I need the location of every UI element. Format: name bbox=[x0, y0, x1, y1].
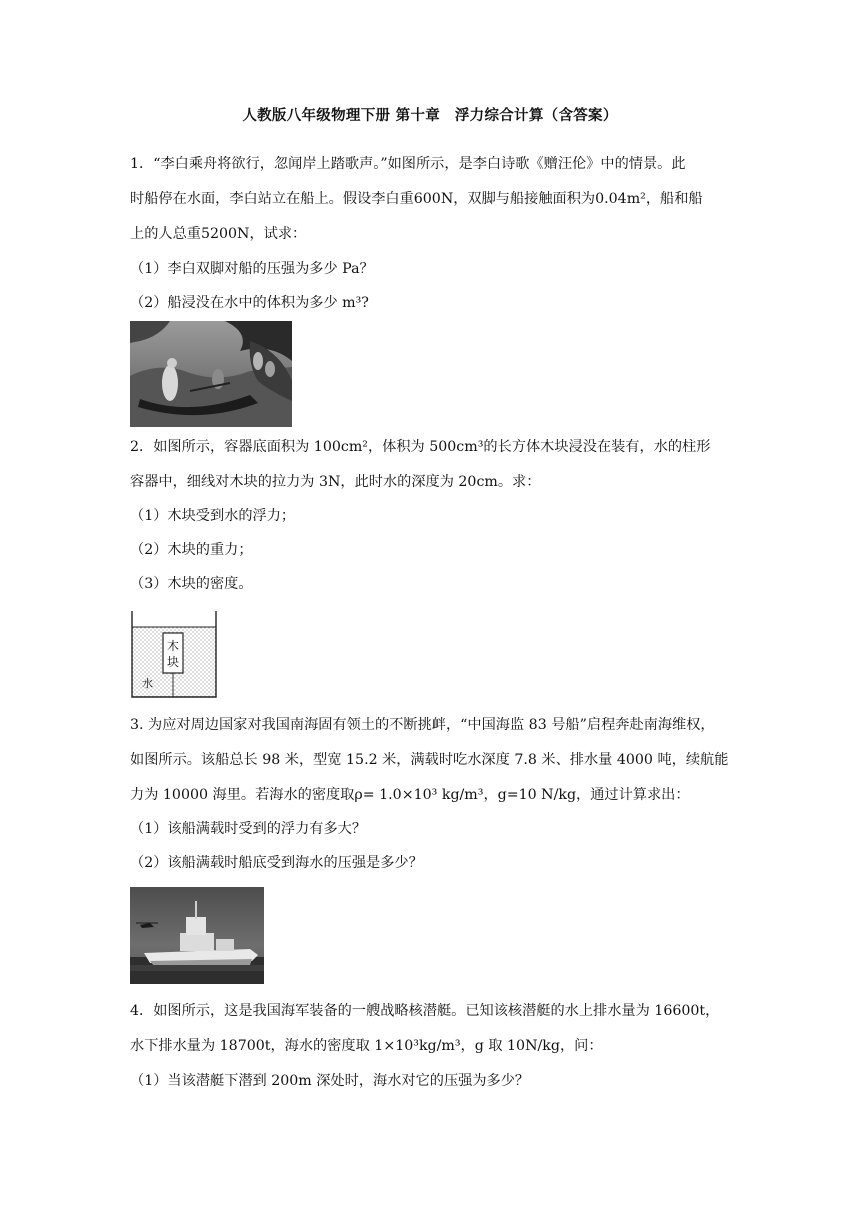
q2-text-line-2: 容器中，细线对木块的拉力为 3N，此时水的深度为 20cm。求： bbox=[130, 474, 541, 490]
container-diagram bbox=[130, 609, 218, 699]
q2-subquestion-1: （1）木块受到水的浮力； bbox=[130, 508, 296, 524]
page-title: 人教版八年级物理下册 第十章 浮力综合计算（含答案） bbox=[242, 107, 618, 124]
q4-text-line-2: 水下排水量为 18700t，海水的密度取 1×10³kg/m³，g 取 10N/kg，问： bbox=[130, 1038, 603, 1054]
q3-text-line-3: 力为 10000 海里。若海水的密度取ρ= 1.0×10³ kg/m³，g=10 N/kg，通过计算求出： bbox=[130, 787, 690, 803]
q2-subquestion-3: （3）木块的密度。 bbox=[130, 576, 253, 592]
li-bai-boat-painting bbox=[130, 321, 292, 427]
q1-subquestion-2: （2）船浸没在水中的体积为多少 m³? bbox=[130, 295, 369, 311]
q3-text-line-2: 如图所示。该船总长 98 米，型宽 15.2 米，满载时吃水深度 7.8 米、排水量 4000 吨，续航能 bbox=[130, 752, 729, 768]
block-label-1: 木 bbox=[166, 639, 180, 653]
q3-text-line-1: 3. 为应对周边国家对我国南海固有领土的不断挑衅，“中国海监 83 号船”启程奔赴南海维权， bbox=[130, 717, 715, 733]
q1-subquestion-1: （1）李白双脚对船的压强为多少 Pa？ bbox=[130, 261, 374, 277]
q1-text-line-2: 时船停在水面，李白站立在船上。假设李白重600N，双脚与船接触面积为0.04m²，船和船 bbox=[130, 191, 703, 207]
haijian-83-ship-photo bbox=[130, 887, 264, 984]
q4-subquestion-1: （1）当该潜艇下潜到 200m 深处时，海水对它的压强为多少？ bbox=[130, 1073, 530, 1089]
q3-subquestion-1: （1）该船满载时受到的浮力有多大？ bbox=[130, 821, 367, 837]
q1-text-line-1: 1．“李白乘舟将欲行，忽闻岸上踏歌声。”如图所示，是李白诗歌《赠汪伦》中的情景。此 bbox=[130, 156, 686, 172]
q3-subquestion-2: （2）该船满载时船底受到海水的压强是多少？ bbox=[130, 855, 423, 871]
q2-subquestion-2: （2）木块的重力； bbox=[130, 542, 253, 558]
q4-text-line-1: 4．如图所示，这是我国海军装备的一艘战略核潜艇。已知该核潜艇的水上排水量为 16600t， bbox=[130, 1003, 720, 1019]
water-label: 水 bbox=[142, 677, 153, 690]
q2-text-line-1: 2．如图所示，容器底面积为 100cm²，体积为 500cm³的长方体木块浸没在装有，水的柱形 bbox=[130, 439, 711, 455]
q1-text-line-3: 上的人总重5200N，试求： bbox=[130, 226, 307, 242]
block-label-2: 块 bbox=[166, 655, 180, 669]
